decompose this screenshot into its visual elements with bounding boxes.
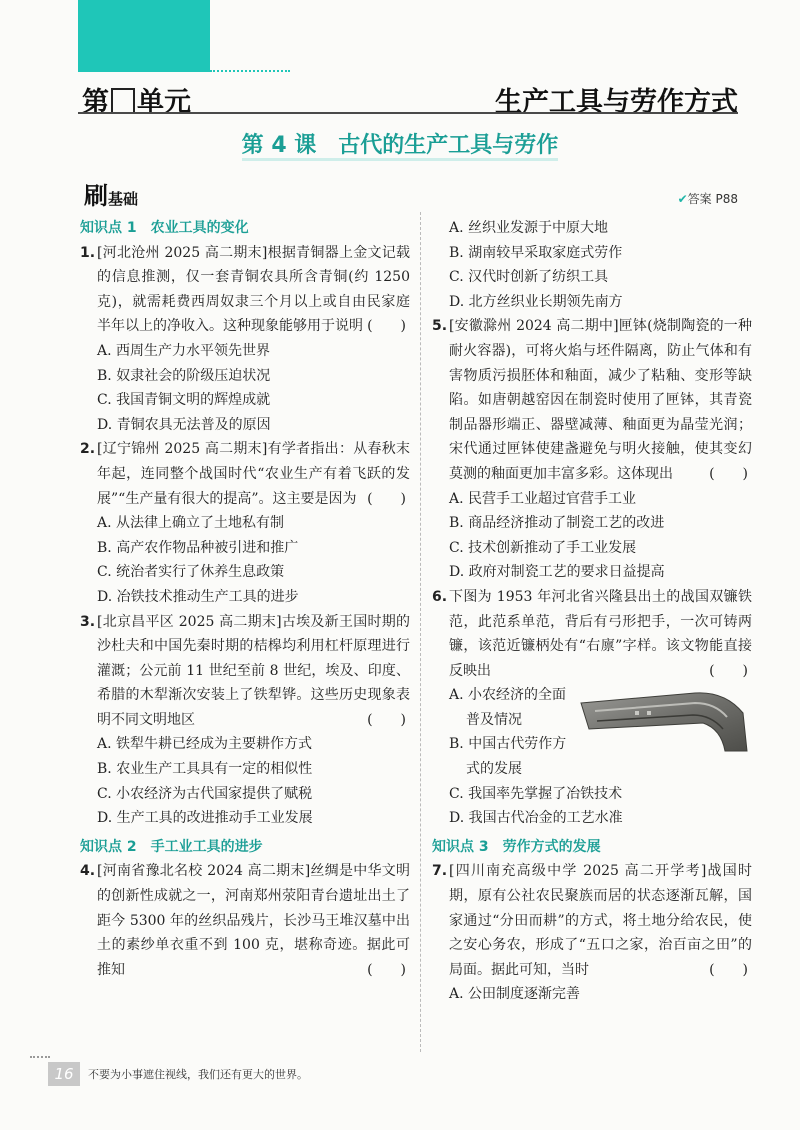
question-stem: [四川南充高级中学 2025 高二开学考]战国时期，原有公社农民聚族而居的状态逐渐瓦解，国家通过“分田而耕”的方式，将土地分给农民，使之安心务农，形成了“五口之家，治百亩之田”的局面。据此可知，当时 [449, 863, 752, 978]
option-c[interactable]: C. 汉代时创新了纺织工具 [449, 269, 609, 286]
question-stem: [安徽滁州 2024 高二期中]匣钵(烧制陶瓷的一种耐火容器)，可将火焰与坯件隔离，防止气体和有害物质污损胚体和釉面，减少了粘釉、变形等缺陷。如唐朝越窑因在制瓷时使用了匣钵，其青瓷制品器形端正、器壁减薄、釉面更为晶莹光润；宋代通过匣钵使建盏避免与明火接触，使其变幻莫测的釉面更加丰富多彩。这体现出 [449, 318, 752, 482]
knowledge-point-2: 知识点 2 手工业工具的进步 [80, 838, 263, 855]
knowledge-point-3: 知识点 3 劳作方式的发展 [432, 838, 601, 855]
answer-blank[interactable]: ( ) [709, 961, 748, 978]
option-a[interactable]: A. 公田制度逐渐完善 [449, 986, 581, 1003]
header-rule [78, 112, 738, 114]
check-icon: ✔ [677, 192, 688, 206]
option-image-row [432, 683, 752, 781]
header-dotted-line [210, 70, 290, 72]
option-a[interactable]: A. 西周生产力水平领先世界 [97, 342, 271, 359]
question-stem: [北京昌平区 2025 高二期末]古埃及新王国时期的沙杜夫和中国先秦时期的桔槔均利用杠杆原理进行灌溉；公元前 11 世纪至前 8 世纪，埃及、印度、希腊的木犁渐次安装上了铁犁铧。这些历史现象表明不同文明地区 [97, 613, 410, 728]
question-2: 2. [辽宁锦州 2025 高二期末]有学者指出：从春秋末年起，连同整个战国时代“农业生产有着飞跃的发展”“生产量有很大的提高”。这主要是因为 ( ) A. 从法律上确立了土地私有制 B. 高产农作物品种被引进和推广 C. 统治者实行了休养生息政策 D. 冶铁技术推动生产工具的进步 [80, 437, 410, 609]
option-c[interactable]: C. 技术创新推动了手工业发展 [449, 539, 637, 556]
option-c[interactable]: C. 统治者实行了休养生息政策 [97, 564, 285, 581]
answer-blank[interactable]: ( ) [709, 465, 748, 482]
iron-sickle-mold-image [575, 685, 750, 757]
left-column [80, 216, 410, 982]
option-a[interactable]: A. 从法律上确立了土地私有制 [97, 515, 285, 532]
answer-blank[interactable]: ( ) [367, 711, 406, 728]
question-1: 1. [河北沧州 2025 高二期末]根据青铜器上金文记载的信息推测，仅一套青铜农具所含青铜(约 1250 克)，就需耗费西周奴隶三个月以上或自由民家庭半年以上的净收入。这种现象能够用于说明 ( ) A. 西周生产力水平领先世界 B. 奴隶社会的阶级压迫状况 C. 我国青铜文明的辉煌成就 D. 青铜农具无法普及的原因 [80, 241, 410, 438]
footer-dots [30, 1056, 50, 1058]
option-c[interactable]: C. 我国青铜文明的辉煌成就 [97, 392, 271, 409]
question-3: 3. [北京昌平区 2025 高二期末]古埃及新王国时期的沙杜夫和中国先秦时期的桔槔均利用杠杆原理进行灌溉；公元前 11 世纪至前 8 世纪，埃及、印度、希腊的木犁渐次安装上了铁犁铧。这些历史现象表明不同文明地区 ( ) A. 铁犁牛耕已经成为主要耕作方式 B. 农业生产工具具有一定的相似性 C. 小农经济为古代国家提供了赋税 D. 生产工具的改进推动手工业发展 [80, 610, 410, 831]
unit-title: 第 单元 [82, 87, 191, 118]
footer-motto: 不要为小事遮住视线，我们还有更大的世界。 [88, 1068, 308, 1081]
header-color-block [78, 0, 210, 72]
option-d[interactable]: D. 冶铁技术推动生产工具的进步 [97, 588, 299, 605]
answer-reference: ✔答案 P88 [677, 192, 738, 206]
option-a-cont[interactable]: 普及情况 [466, 711, 522, 728]
option-d[interactable]: D. 北方丝织业长期领先南方 [449, 293, 623, 310]
option-a[interactable]: A. 小农经济的全面 [449, 687, 567, 704]
option-b[interactable]: B. 高产农作物品种被引进和推广 [97, 539, 299, 556]
option-a[interactable]: A. 铁犁牛耕已经成为主要耕作方式 [97, 736, 313, 753]
answer-blank[interactable]: ( ) [709, 662, 748, 679]
option-d[interactable]: D. 我国古代冶金的工艺水准 [449, 810, 623, 827]
question-stem: [河北沧州 2025 高二期末]根据青铜器上金文记载的信息推测，仅一套青铜农具所含青铜(约 1250 克)，就需耗费西周奴隶三个月以上或自由民家庭半年以上的净收入。这种现象能够用于说明 [97, 244, 410, 335]
option-c[interactable]: C. 小农经济为古代国家提供了赋税 [97, 785, 313, 802]
question-6: 6. 下图为 1953 年河北省兴隆县出土的战国双镰铁范，此范系单范，背后有弓形把手，一次可铸两镰，该范近镰柄处有“右廪”字样。该文物能直接反映出 ( ) A. 小农经济的全面 普及情况 B. 中国古代劳作方 式的发展 C. 我国率先掌握了冶铁技术 D. 我国古代冶金的工艺水准 [432, 585, 752, 831]
option-c[interactable]: C. 我国率先掌握了冶铁技术 [449, 785, 623, 802]
option-b[interactable]: B. 中国古代劳作方 [449, 736, 567, 753]
right-column [432, 216, 752, 1007]
option-b[interactable]: B. 商品经济推动了制瓷工艺的改进 [449, 515, 665, 532]
question-5: 5. [安徽滁州 2024 高二期中]匣钵(烧制陶瓷的一种耐火容器)，可将火焰与坯件隔离，防止气体和有害物质污损胚体和釉面，减少了粘釉、变形等缺陷。如唐朝越窑因在制瓷时使用了匣钵，其青瓷制品器形端正、器壁减薄、釉面更为晶莹光润；宋代通过匣钵使建盏避免与明火接触，使其变幻莫测的釉面更加丰富多彩。这体现出 ( ) A. 民营手工业超过官营手工业 B. 商品经济推动了制瓷工艺的改进 C. 技术创新推动了手工业发展 D. 政府对制瓷工艺的要求日益提高 [432, 314, 752, 585]
option-d[interactable]: D. 生产工具的改进推动手工业发展 [97, 810, 313, 827]
answer-blank[interactable]: ( ) [367, 318, 406, 335]
knowledge-point-1: 知识点 1 农业工具的变化 [80, 220, 249, 236]
option-b[interactable]: B. 农业生产工具具有一定的相似性 [97, 761, 313, 778]
answer-blank[interactable]: ( ) [367, 961, 406, 978]
option-a[interactable]: A. 丝织业发源于中原大地 [449, 220, 609, 236]
column-divider [420, 212, 421, 1052]
unit-number-box [111, 88, 135, 114]
question-4: 4. [河南省豫北名校 2024 高二期末]丝绸是中华文明的创新性成就之一，河南郑州荥阳青台遗址出土了距今 5300 年的丝织品残片，长沙马王堆汉墓中出土的素纱单衣重不到 100 克，堪称奇迹。据此可推知 ( ) [80, 859, 410, 982]
question-stem: [辽宁锦州 2025 高二期末]有学者指出：从春秋末年起，连同整个战国时代“农业生产有着飞跃的发展”“生产量有很大的提高”。这主要是因为 [97, 441, 410, 507]
lesson-title: 第 4 课 古代的生产工具与劳作 [0, 128, 800, 159]
question-7: 7. [四川南充高级中学 2025 高二开学考]战国时期，原有公社农民聚族而居的状态逐渐瓦解，国家通过“分田而耕”的方式，将土地分给农民，使之安心务农，形成了“五口之家，治百亩之田”的局面。据此可知，当时 ( ) A. 公田制度逐渐完善 [432, 859, 752, 1007]
chapter-title: 生产工具与劳作方式 [495, 87, 738, 118]
option-a[interactable]: A. 民营手工业超过官营手工业 [449, 490, 637, 507]
option-b[interactable]: B. 奴隶社会的阶级压迫状况 [97, 367, 271, 384]
page-number: 16 [48, 1062, 80, 1086]
option-b-cont[interactable]: 式的发展 [466, 761, 522, 778]
question-stem: 下图为 1953 年河北省兴隆县出土的战国双镰铁范，此范系单范，背后有弓形把手，一次可铸两镰，该范近镰柄处有“右廪”字样。该文物能直接反映出 [449, 588, 752, 679]
option-b[interactable]: B. 湖南较早采取家庭式劳作 [449, 244, 623, 261]
answer-blank[interactable]: ( ) [367, 490, 406, 507]
option-d[interactable]: D. 政府对制瓷工艺的要求日益提高 [449, 564, 665, 581]
option-d[interactable]: D. 青铜农具无法普及的原因 [97, 416, 271, 433]
question-4-options [432, 216, 752, 314]
question-stem: [河南省豫北名校 2024 高二期末]丝绸是中华文明的创新性成就之一，河南郑州荥阳青台遗址出土了距今 5300 年的丝织品残片，长沙马王堆汉墓中出土的素纱单衣重不到 100 克，堪称奇迹。据此可推知 [97, 863, 410, 978]
section-label: 刷基础 [84, 182, 139, 210]
